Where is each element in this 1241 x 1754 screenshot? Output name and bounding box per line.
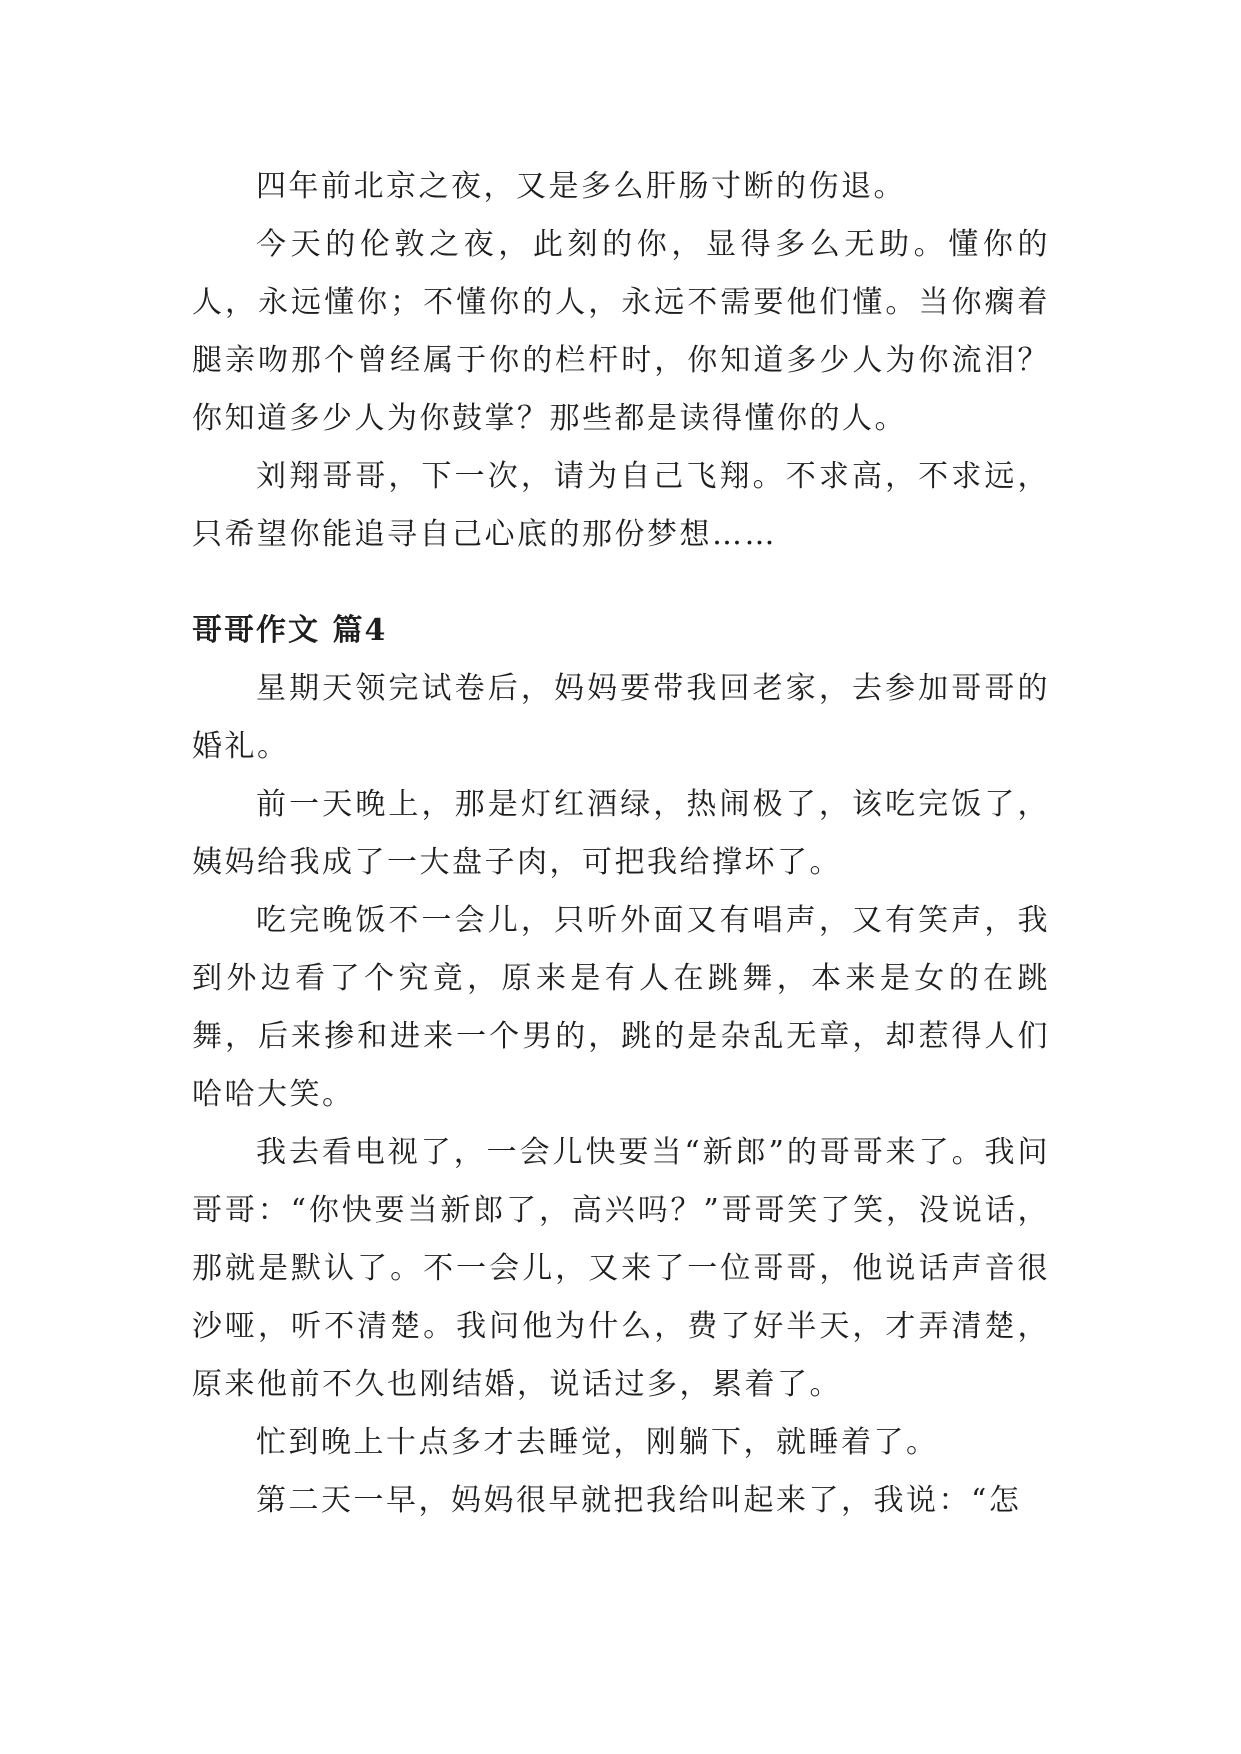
- paragraph: 忙到晚上十点多才去睡觉，刚躺下，就睡着了。: [256, 1425, 939, 1460]
- document-body: [192, 158, 1050, 1530]
- paragraph: 刘翔哥哥，下一次，请为自己飞翔。不求高，不求远，只希望你能追寻自己心底的那份梦想……: [192, 459, 1050, 552]
- paragraph: 我去看电视了，一会儿快要当“新郎”的哥哥来了。我问哥哥：“你快要当新郎了，高兴吗？”哥哥笑了笑，没说话，那就是默认了。不一会儿，又来了一位哥哥，他说话声音很沙哑，听不清楚。我问他为什么，费了好半天，才弄清楚，原来他前不久也刚结婚，说话过多，累着了。: [192, 1135, 1050, 1402]
- paragraph: 前一天晚上，那是灯红酒绿，热闹极了，该吃完饭了，姨妈给我成了一大盘子肉，可把我给撑坏了。: [192, 787, 1050, 880]
- paragraph: 星期天领完试卷后，妈妈要带我回老家，去参加哥哥的婚礼。: [192, 671, 1050, 764]
- paragraph: 今天的伦敦之夜，此刻的你，显得多么无助。懂你的人，永远懂你；不懂你的人，永远不需要他们懂。当你瘸着腿亲吻那个曾经属于你的栏杆时，你知道多少人为你流泪？你知道多少人为你鼓掌？那些都是读得懂你的人。: [192, 227, 1050, 436]
- paragraph: 第二天一早，妈妈很早就把我给叫起来了，我说：“怎: [256, 1483, 1022, 1518]
- paragraph: 四年前北京之夜，又是多么肝肠寸断的伤退。: [256, 169, 906, 204]
- paragraph: 吃完晚饭不一会儿，只听外面又有唱声，又有笑声，我到外边看了个究竟，原来是有人在跳舞，本来是女的在跳舞，后来掺和进来一个男的，跳的是杂乱无章，却惹得人们哈哈大笑。: [192, 903, 1050, 1112]
- section-heading: 哥哥作文 篇4: [192, 613, 388, 648]
